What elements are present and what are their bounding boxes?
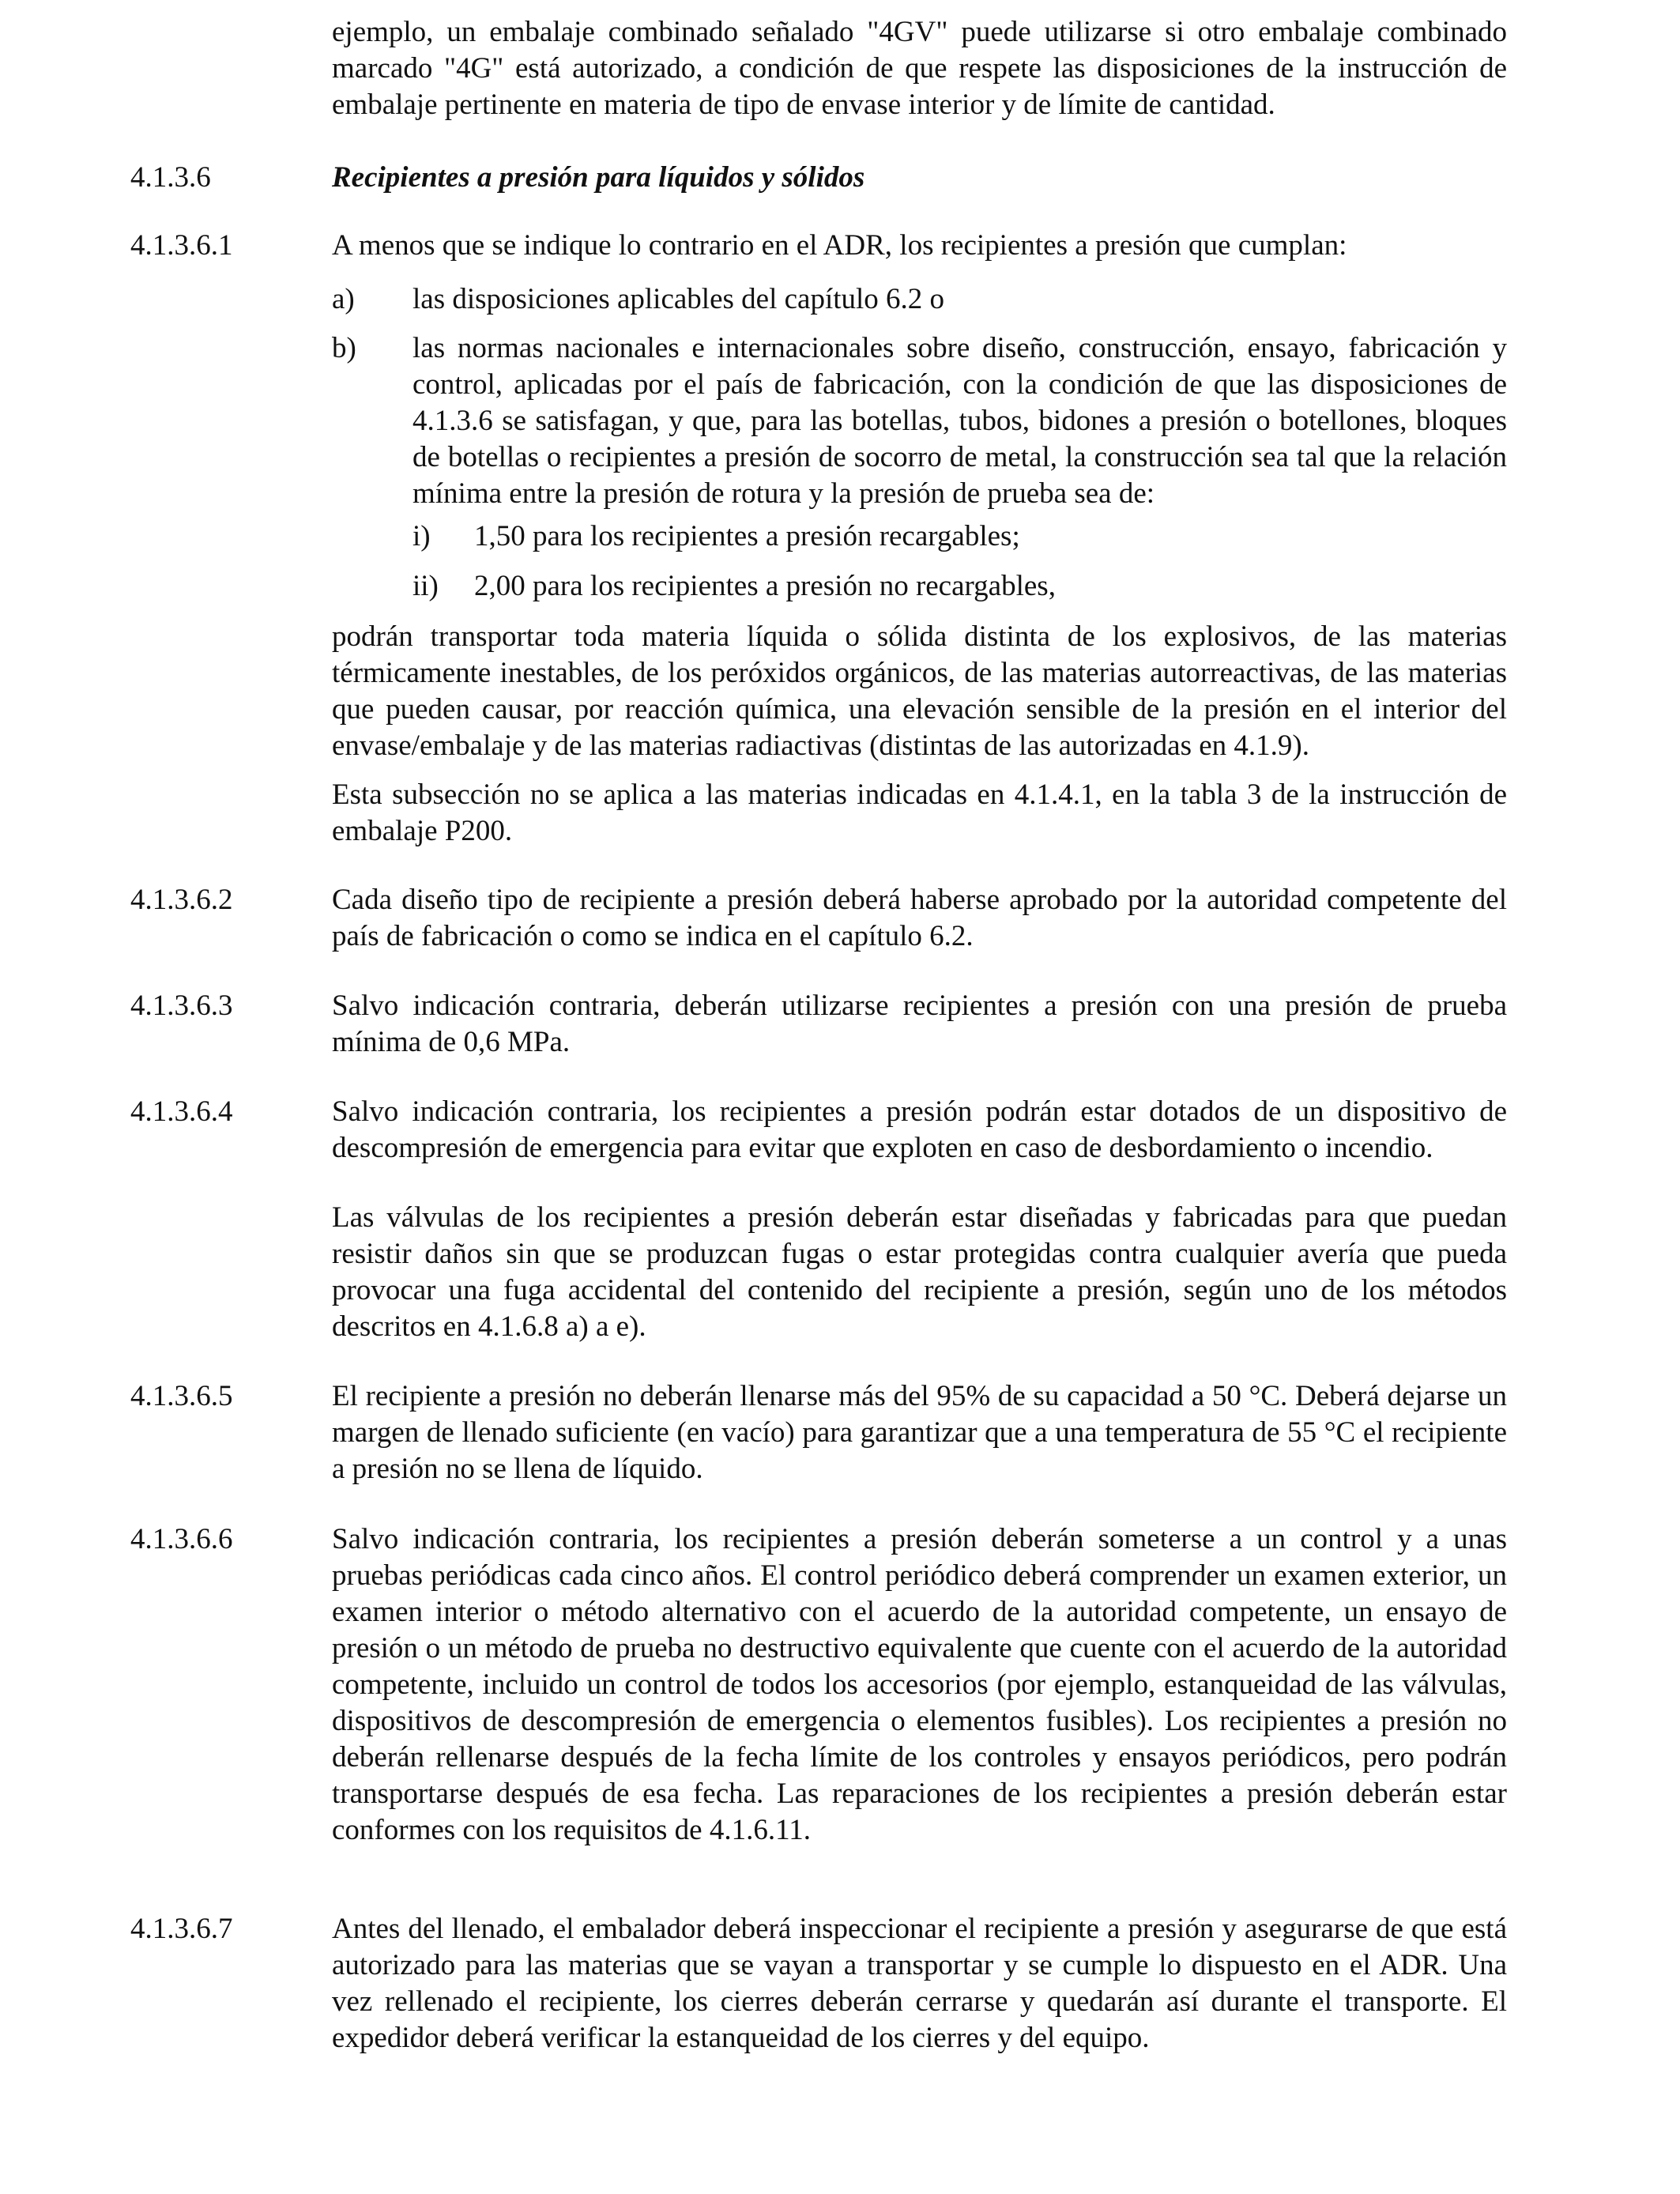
paragraph-text-2: Las válvulas de los recipientes a presión deberán estar diseñadas y fabricadas para que puedan resistir daños sin que se produzcan fugas o estar protegidas contra cualquier avería que pueda provocar una fuga accidental del contenido del recipiente a presión, según uno de los métodos descritos en 4.1.6.8 a) a e).	[332, 1201, 1507, 1343]
paragraph-text: Cada diseño tipo de recipiente a presión deberá haberse aprobado por la autoridad competente del país de fabricación o como se indica en el capítulo 6.2.	[332, 884, 1507, 952]
paragraph-number: 4.1.3.6.6	[130, 1523, 233, 1555]
paragraph-text: El recipiente a presión no deberán llenarse más del 95% de su capacidad a 50 °C. Deberá dejarse un margen de llenado suficiente (en vacío) para garantizar que a una temperatura de 55 °C el recipiente a presión no se llena de líquido.	[332, 1380, 1507, 1485]
continuation-paragraph: podrán transportar toda materia líquida o sólida distinta de los explosivos, de las materias térmicamente inestables, de los peróxidos orgánicos, de las materias autorreactivas, de las materias que pueden causar, por reacción química, una elevación sensible de la presión en el interior del envase/embalaje y de las materias radiactivas (distintas de las autorizadas en 4.1.9).	[332, 620, 1507, 762]
paragraph-text: A menos que se indique lo contrario en el ADR, los recipientes a presión que cumplan:	[332, 229, 1347, 262]
paragraph-text: Salvo indicación contraria, los recipientes a presión podrán estar dotados de un dispositivo de descompresión de emergencia para evitar que exploten en caso de desbordamiento o incendio.	[332, 1095, 1507, 1164]
paragraph-text: Salvo indicación contraria, los recipientes a presión deberán someterse a un control y a unas pruebas periódicas cada cinco años. El control periódico deberá comprender un examen exterior, un examen interior o método alternativo con el acuerdo de la autoridad competente, un ensayo de presión o un método de prueba no destructivo equivalente que cuente con el acuerdo de la autoridad competente, incluido un control de todos los accesorios (por ejemplo, estanqueidad de las válvulas, dispositivos de descompresión de emergencia o elementos fusibles). Los recipientes a presión no deberán rellenarse después de la fecha límite de los controles y ensayos periódicos, pero podrán transportarse después de esa fecha. Las reparaciones de los recipientes a presión deberán estar conformes con los requisitos de 4.1.6.11.	[332, 1523, 1507, 1846]
paragraph-number: 4.1.3.6.5	[130, 1380, 233, 1412]
section-title: Recipientes a presión para líquidos y sólidos	[332, 161, 865, 194]
sublist-label: ii)	[412, 570, 439, 602]
sublist-label: i)	[412, 520, 431, 552]
paragraph-text: Salvo indicación contraria, deberán utilizarse recipientes a presión con una presión de prueba mínima de 0,6 MPa.	[332, 990, 1507, 1058]
paragraph-number: 4.1.3.6.1	[130, 229, 233, 262]
sublist-item-text: 2,00 para los recipientes a presión no recargables,	[474, 570, 1056, 602]
paragraph-number: 4.1.3.6.4	[130, 1095, 233, 1128]
list-label: a)	[332, 283, 355, 315]
list-item-text: las disposiciones aplicables del capítulo 6.2 o	[412, 283, 945, 315]
paragraph-text: Antes del llenado, el embalador deberá inspeccionar el recipiente a presión y asegurarse de que está autorizado para las materias que se vayan a transportar y se cumple lo dispuesto en el ADR. Una vez rellenado el recipiente, los cierres deberán cerrarse y quedarán así durante el transporte. El expedidor deberá verificar la estanqueidad de los cierres y del equipo.	[332, 1913, 1507, 2054]
list-item-text: las normas nacionales e internacionales sobre diseño, construcción, ensayo, fabricación y control, aplicadas por el país de fabricación, con la condición de que las disposiciones de 4.1.3.6 se satisfagan, y que, para las botellas, tubos, bidones a presión o botellones, bloques de botellas o recipientes a presión de socorro de metal, la construcción sea tal que la relación mínima entre la presión de rotura y la presión de prueba sea de:	[412, 332, 1507, 510]
paragraph-number: 4.1.3.6.7	[130, 1913, 233, 1945]
note-paragraph: Esta subsección no se aplica a las materias indicadas en 4.1.4.1, en la tabla 3 de la instrucción de embalaje P200.	[332, 778, 1507, 847]
section-number: 4.1.3.6	[130, 161, 211, 194]
list-label: b)	[332, 332, 356, 364]
intro-paragraph: ejemplo, un embalaje combinado señalado "4GV" puede utilizarse si otro embalaje combinado marcado "4G" está autorizado, a condición de que respete las disposiciones de la instrucción de embalaje pertinente en materia de tipo de envase interior y de límite de cantidad.	[332, 16, 1507, 121]
paragraph-number: 4.1.3.6.2	[130, 884, 233, 916]
sublist-item-text: 1,50 para los recipientes a presión recargables;	[474, 520, 1020, 552]
paragraph-number: 4.1.3.6.3	[130, 990, 233, 1022]
